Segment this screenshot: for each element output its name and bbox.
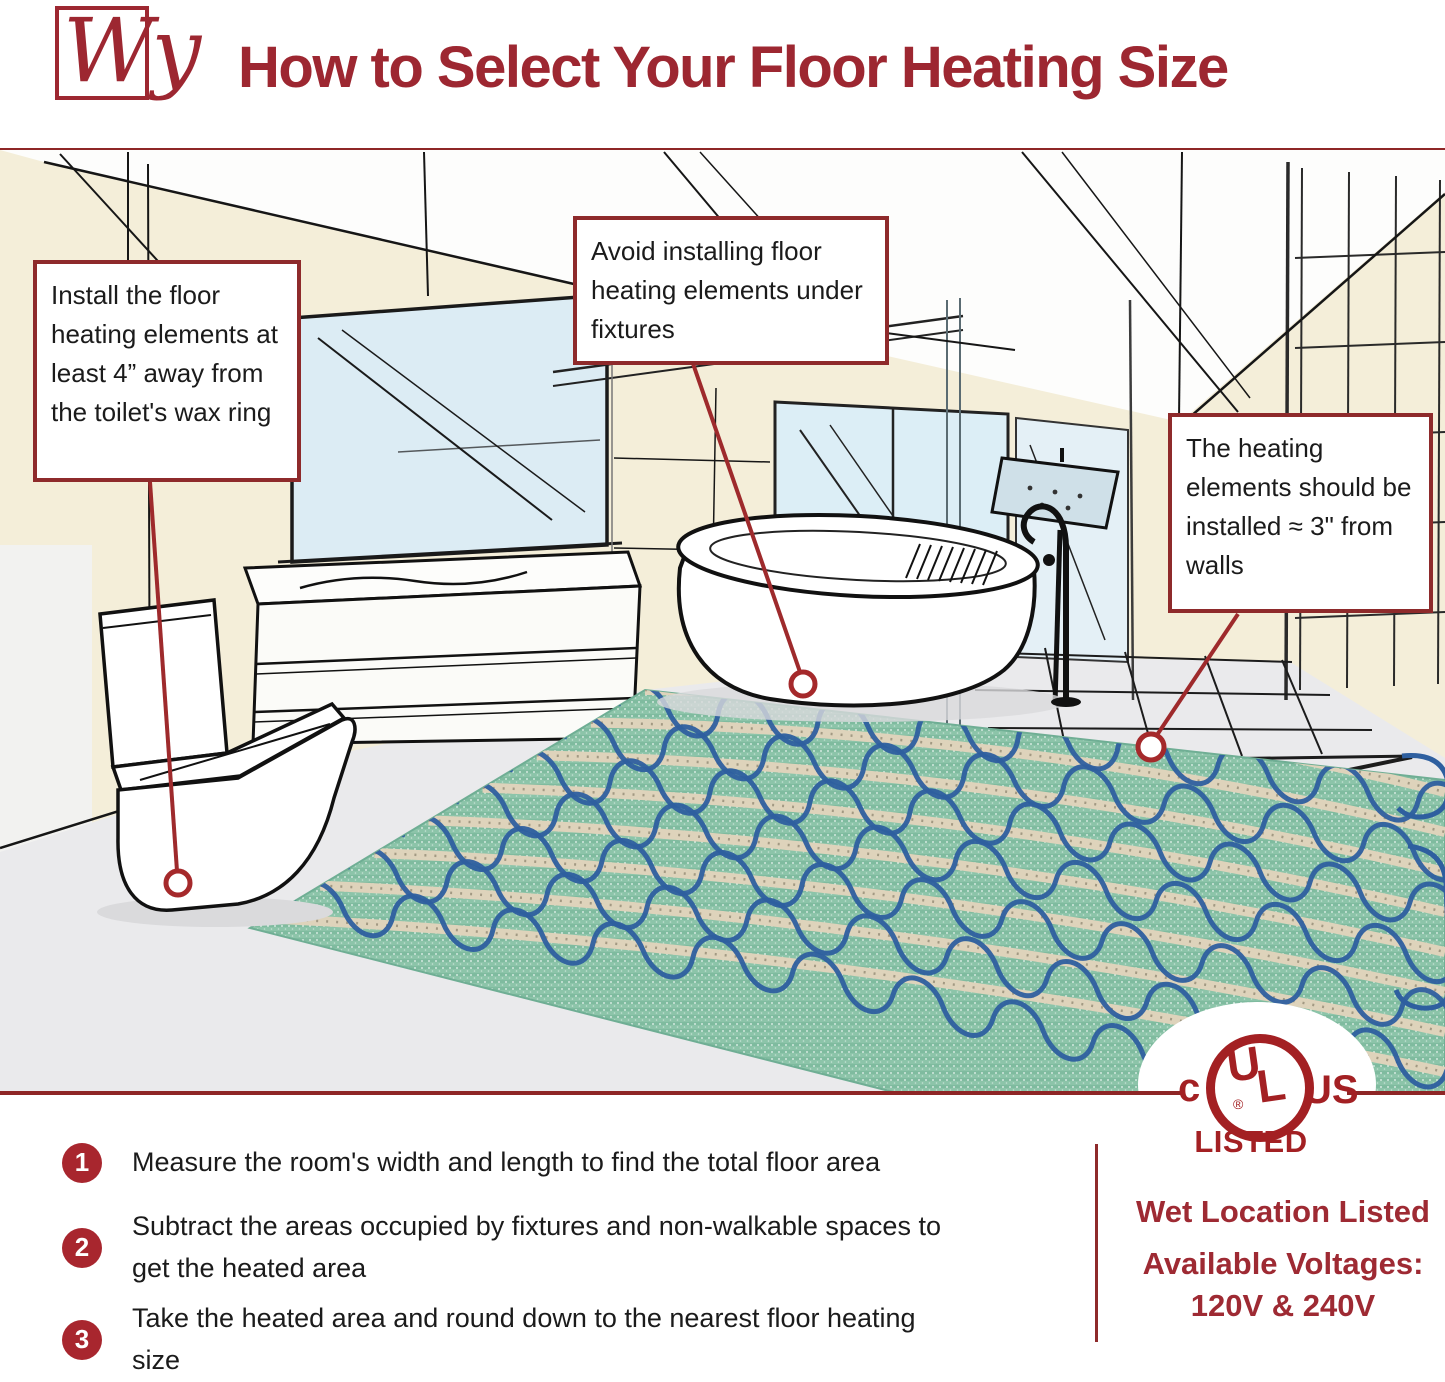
voltages-value: 120V & 240V — [1190, 1288, 1376, 1323]
callout-avoid-fixtures: Avoid installing floor heating elements under fixtures — [573, 216, 889, 365]
step-2-badge: 2 — [62, 1228, 102, 1268]
bathtub — [657, 507, 1067, 722]
callout-distance-from-walls: The heating elements should be installed ≈ 3" from walls — [1168, 413, 1433, 613]
brand-logo: Wy — [63, 0, 202, 102]
leader-marker-tub — [791, 672, 815, 696]
ul-us-mark: US — [1303, 1068, 1359, 1112]
voltages-label: Available Voltages: — [1142, 1246, 1424, 1281]
leader-marker-toilet — [166, 871, 190, 895]
left-wall-panel — [0, 545, 92, 865]
bottom-divider-line-left — [0, 1091, 1183, 1095]
step-row-1 — [62, 1142, 967, 1184]
step-1-text: Measure the room's width and length to find the total floor area — [132, 1147, 881, 1177]
step-row-3 — [62, 1298, 967, 1382]
registered-trademark-icon: ® — [1233, 1096, 1244, 1112]
wet-location-label: Wet Location Listed — [1136, 1194, 1430, 1229]
step-2-text: Subtract the areas occupied by fixtures and non-walkable spaces to get the heated area — [132, 1211, 941, 1283]
bottom-divider-line-right — [1347, 1091, 1445, 1095]
step-3-badge: 3 — [62, 1320, 102, 1360]
step-3-text: Take the heated area and round down to the nearest floor heating size — [132, 1303, 916, 1375]
step-row-2 — [62, 1206, 967, 1290]
ul-monogram-u: U — [1223, 1035, 1264, 1093]
ul-monogram-l: L — [1253, 1057, 1289, 1113]
leader-marker-wall — [1138, 734, 1164, 760]
step-1-badge: 1 — [62, 1143, 102, 1183]
callout-toilet-wax-ring: Install the floor heating elements at least 4” away from the toilet's wax ring — [33, 260, 301, 482]
ul-c-mark: c — [1178, 1066, 1201, 1110]
ul-listed-label: LISTED — [1194, 1124, 1308, 1159]
footer-vertical-divider — [1095, 1144, 1098, 1342]
page-title: How to Select Your Floor Heating Size — [238, 35, 1228, 100]
